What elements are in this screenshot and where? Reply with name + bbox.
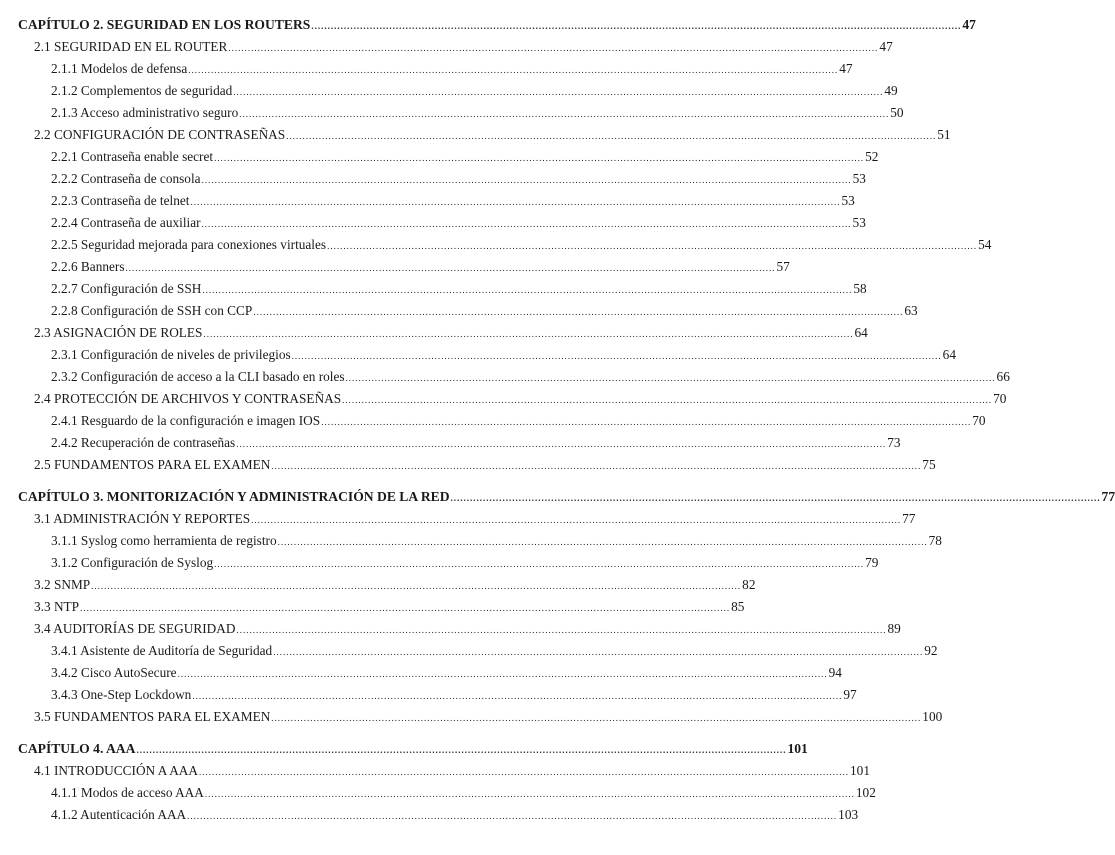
toc-chapter-entry	[0, 738, 808, 760]
toc-section-entry	[0, 322, 868, 344]
entry-page-number: 100	[922, 709, 943, 724]
entry-title: 2.3.1 Configuración de niveles de privilegios	[51, 347, 291, 362]
toc-section-entry	[0, 760, 870, 782]
entry-page-number: 101	[787, 741, 808, 756]
dot-leader: ........................................................................................................................................................................................................	[228, 43, 879, 53]
entry-page-number: 70	[972, 413, 986, 428]
toc-subsection-entry	[0, 102, 904, 124]
entry-title: CAPÍTULO 2. SEGURIDAD EN LOS ROUTERS	[18, 17, 311, 32]
entry-page-number: 97	[843, 687, 857, 702]
entry-page-number: 47	[879, 39, 893, 54]
toc-subsection-entry	[0, 684, 857, 706]
dot-leader: ........................................................................................................................................................................................................	[188, 65, 839, 75]
dot-leader: ........................................................................................................................................................................................................	[311, 21, 962, 31]
entry-page-number: 53	[852, 215, 866, 230]
dot-leader: ........................................................................................................................................................................................................	[271, 713, 922, 723]
entry-page-number: 77	[1101, 489, 1115, 504]
entry-page-number: 89	[887, 621, 901, 636]
entry-title: 3.2 SNMP	[34, 577, 91, 592]
entry-page-number: 94	[828, 665, 842, 680]
entry-title: 4.1 INTRODUCCIÓN A AAA	[34, 763, 199, 778]
dot-leader: ........................................................................................................................................................................................................	[201, 175, 852, 185]
entry-page-number: 79	[865, 555, 879, 570]
entry-page-number: 70	[993, 391, 1007, 406]
dot-leader: ........................................................................................................................................................................................................	[192, 691, 843, 701]
entry-page-number: 57	[776, 259, 790, 274]
entry-title: 4.1.1 Modos de acceso AAA	[51, 785, 204, 800]
entry-title: 2.4.2 Recuperación de contraseñas	[51, 435, 236, 450]
toc-subsection-entry	[0, 640, 938, 662]
dot-leader: ........................................................................................................................................................................................................	[342, 395, 993, 405]
dot-leader: ........................................................................................................................................................................................................	[450, 493, 1101, 503]
entry-page-number: 75	[922, 457, 936, 472]
dot-leader: ........................................................................................................................................................................................................	[136, 745, 787, 755]
entry-title: 2.3 ASIGNACIÓN DE ROLES	[34, 325, 203, 340]
dot-leader: ........................................................................................................................................................................................................	[239, 109, 890, 119]
entry-page-number: 53	[841, 193, 855, 208]
toc-section-entry	[0, 124, 951, 146]
dot-leader: ........................................................................................................................................................................................................	[177, 669, 828, 679]
entry-title: 3.5 FUNDAMENTOS PARA EL EXAMEN	[34, 709, 271, 724]
toc-section-entry	[0, 706, 943, 728]
toc-subsection-entry	[0, 168, 866, 190]
entry-title: 2.5 FUNDAMENTOS PARA EL EXAMEN	[34, 457, 271, 472]
dot-leader: ........................................................................................................................................................................................................	[202, 285, 853, 295]
dot-leader: ........................................................................................................................................................................................................	[251, 515, 902, 525]
dot-leader: ........................................................................................................................................................................................................	[187, 811, 838, 821]
entry-title: 2.2.3 Contraseña de telnet	[51, 193, 190, 208]
toc-subsection-entry	[0, 530, 942, 552]
entry-title: 2.2.5 Seguridad mejorada para conexiones virtuales	[51, 237, 327, 252]
entry-title: 3.4 AUDITORÍAS DE SEGURIDAD	[34, 621, 236, 636]
dot-leader: ........................................................................................................................................................................................................	[345, 373, 996, 383]
dot-leader: ........................................................................................................................................................................................................	[214, 153, 865, 163]
dot-leader: ........................................................................................................................................................................................................	[201, 219, 852, 229]
entry-title: 2.2.6 Banners	[51, 259, 125, 274]
entry-title: 2.1.3 Acceso administrativo seguro	[51, 105, 239, 120]
dot-leader: ........................................................................................................................................................................................................	[91, 581, 742, 591]
toc-subsection-entry	[0, 432, 901, 454]
toc-section-entry	[0, 388, 1007, 410]
entry-page-number: 51	[937, 127, 951, 142]
dot-leader: ........................................................................................................................................................................................................	[253, 307, 904, 317]
entry-title: 2.2.1 Contraseña enable secret	[51, 149, 214, 164]
dot-leader: ........................................................................................................................................................................................................	[190, 197, 841, 207]
entry-title: 2.3.2 Configuración de acceso a la CLI basado en roles	[51, 369, 345, 384]
entry-page-number: 92	[924, 643, 938, 658]
dot-leader: ........................................................................................................................................................................................................	[273, 647, 924, 657]
dot-leader: ........................................................................................................................................................................................................	[286, 131, 937, 141]
entry-title: 3.1 ADMINISTRACIÓN Y REPORTES	[34, 511, 251, 526]
entry-title: 2.2.7 Configuración de SSH	[51, 281, 202, 296]
toc-subsection-entry	[0, 366, 1010, 388]
entry-title: 3.1.2 Configuración de Syslog	[51, 555, 214, 570]
toc-section-entry	[0, 596, 745, 618]
entry-page-number: 63	[904, 303, 918, 318]
entry-title: CAPÍTULO 3. MONITORIZACIÓN Y ADMINISTRACIÓN DE LA RED	[18, 489, 450, 504]
entry-page-number: 77	[902, 511, 916, 526]
entry-title: CAPÍTULO 4. AAA	[18, 741, 136, 756]
toc-section-entry	[0, 454, 936, 476]
entry-title: 4.1.2 Autenticación AAA	[51, 807, 187, 822]
toc-subsection-entry	[0, 278, 867, 300]
entry-title: 3.1.1 Syslog como herramienta de registro	[51, 533, 277, 548]
entry-page-number: 66	[996, 369, 1010, 384]
toc-subsection-entry	[0, 344, 956, 366]
toc-subsection-entry	[0, 782, 876, 804]
entry-page-number: 50	[890, 105, 904, 120]
entry-title: 2.1.1 Modelos de defensa	[51, 61, 188, 76]
toc-subsection-entry	[0, 300, 918, 322]
entry-title: 3.4.3 One-Step Lockdown	[51, 687, 192, 702]
entry-title: 2.2.4 Contraseña de auxiliar	[51, 215, 201, 230]
dot-leader: ........................................................................................................................................................................................................	[236, 439, 887, 449]
entry-page-number: 64	[854, 325, 868, 340]
dot-leader: ........................................................................................................................................................................................................	[204, 789, 855, 799]
entry-page-number: 47	[839, 61, 853, 76]
entry-title: 2.1.2 Complementos de seguridad	[51, 83, 233, 98]
entry-page-number: 54	[978, 237, 992, 252]
entry-page-number: 58	[853, 281, 867, 296]
entry-page-number: 53	[852, 171, 866, 186]
dot-leader: ........................................................................................................................................................................................................	[327, 241, 978, 251]
toc-chapter-entry	[0, 14, 976, 36]
entry-title: 2.1 SEGURIDAD EN EL ROUTER	[34, 39, 228, 54]
entry-page-number: 101	[850, 763, 870, 778]
toc-subsection-entry	[0, 410, 986, 432]
entry-title: 3.4.1 Asistente de Auditoría de Seguridad	[51, 643, 273, 658]
toc-section-entry	[0, 618, 901, 640]
toc-subsection-entry	[0, 804, 859, 826]
entry-title: 2.4.1 Resguardo de la configuración e imagen IOS	[51, 413, 321, 428]
toc-subsection-entry	[0, 80, 898, 102]
dot-leader: ........................................................................................................................................................................................................	[214, 559, 865, 569]
toc-subsection-entry	[0, 552, 879, 574]
dot-leader: ........................................................................................................................................................................................................	[321, 417, 972, 427]
toc-subsection-entry	[0, 256, 790, 278]
dot-leader: ........................................................................................................................................................................................................	[80, 603, 731, 613]
toc-subsection-entry	[0, 190, 855, 212]
entry-page-number: 49	[884, 83, 898, 98]
toc-chapter-entry	[0, 486, 1115, 508]
entry-page-number: 52	[865, 149, 879, 164]
toc-subsection-entry	[0, 212, 866, 234]
entry-title: 3.3 NTP	[34, 599, 80, 614]
entry-page-number: 82	[742, 577, 756, 592]
toc-subsection-entry	[0, 58, 853, 80]
table-of-contents	[0, 14, 1115, 826]
dot-leader: ........................................................................................................................................................................................................	[233, 87, 884, 97]
entry-title: 2.2.2 Contraseña de consola	[51, 171, 201, 186]
dot-leader: ........................................................................................................................................................................................................	[203, 329, 854, 339]
entry-title: 2.2 CONFIGURACIÓN DE CONTRASEÑAS	[34, 127, 286, 142]
toc-subsection-entry	[0, 234, 992, 256]
entry-page-number: 103	[838, 807, 859, 822]
toc-section-entry	[0, 36, 893, 58]
entry-title: 2.2.8 Configuración de SSH con CCP	[51, 303, 253, 318]
entry-title: 3.4.2 Cisco AutoSecure	[51, 665, 177, 680]
entry-page-number: 47	[962, 17, 976, 32]
entry-page-number: 78	[928, 533, 942, 548]
dot-leader: ........................................................................................................................................................................................................	[271, 461, 922, 471]
entry-page-number: 73	[887, 435, 901, 450]
dot-leader: ........................................................................................................................................................................................................	[291, 351, 942, 361]
dot-leader: ........................................................................................................................................................................................................	[125, 263, 776, 273]
dot-leader: ........................................................................................................................................................................................................	[199, 767, 850, 777]
toc-subsection-entry	[0, 146, 879, 168]
entry-title: 2.4 PROTECCIÓN DE ARCHIVOS Y CONTRASEÑAS	[34, 391, 342, 406]
dot-leader: ........................................................................................................................................................................................................	[236, 625, 887, 635]
entry-page-number: 64	[942, 347, 956, 362]
toc-subsection-entry	[0, 662, 842, 684]
toc-section-entry	[0, 508, 916, 530]
toc-section-entry	[0, 574, 756, 596]
entry-page-number: 85	[731, 599, 745, 614]
dot-leader: ........................................................................................................................................................................................................	[277, 537, 928, 547]
entry-page-number: 102	[855, 785, 876, 800]
